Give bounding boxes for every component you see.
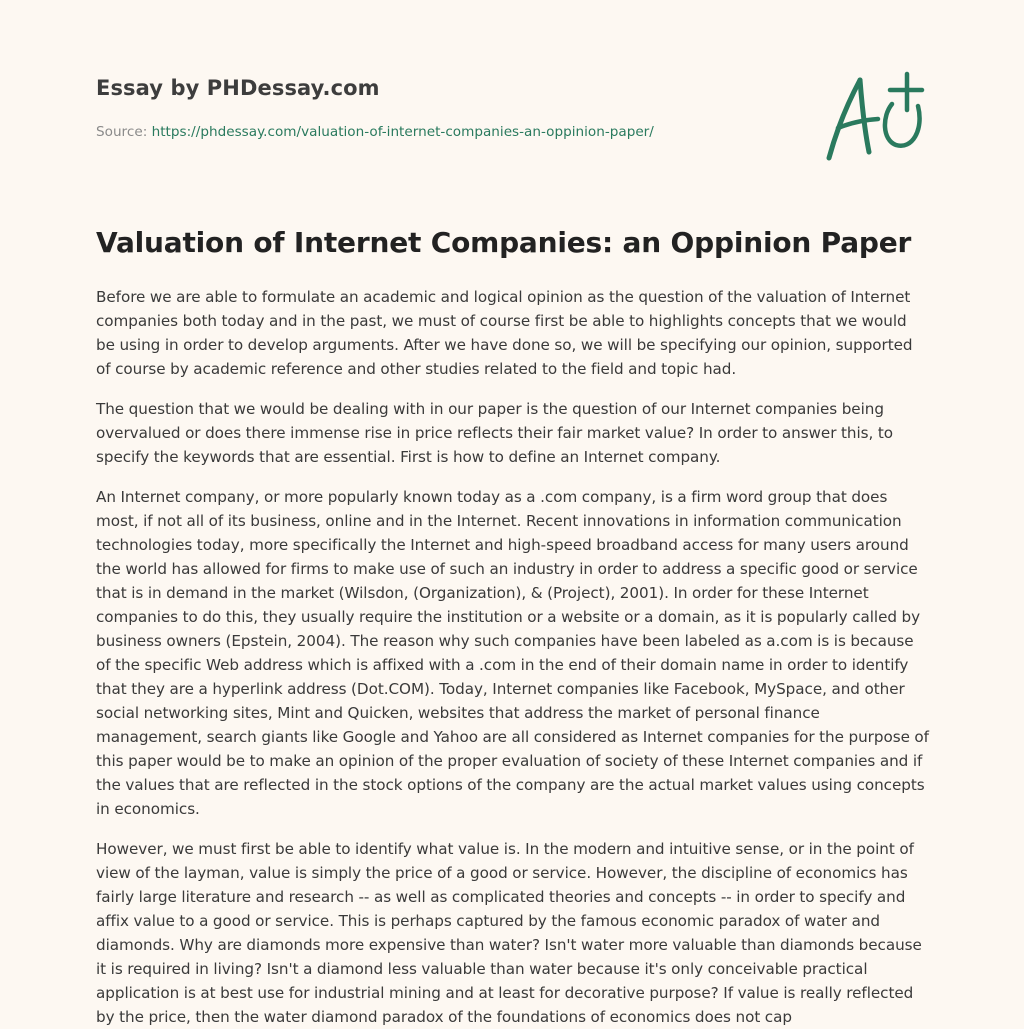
document-body [96,285,930,1026]
paragraph: However, we must first be able to identify what value is. In the modern and intuitive sense, or in the point of view of the layman, value is simply the price of a good or service. However, the discipline of economics has fairly large literature and research -- as well as complicated theories and concepts -- in order to specify and affix value to a good or service. This is perhaps captured by the famous economic paradox of water and diamonds. Why are diamonds more expensive than water? Isn't water more valuable than diamonds because it is required in living? Isn't a diamond less valuable than water because it's only conceivable practical application is at best use for industrial mining and at least for decorative purpose? If value is really reflected by the price, then the water diamond paradox of the foundations of economics does not cap [96,840,922,1026]
site-title: Essay by PHDessay.com [96,76,380,100]
paragraph: Before we are able to formulate an academic and logical opinion as the question of the valuation of Internet companies both today and in the past, we must of course first be able to highlights concepts that we would be using in order to develop arguments. After we have done so, we will be specifying our opinion, supported of course by academic reference and other studies related to the field and topic had. [96,288,913,378]
paragraph: An Internet company, or more popularly known today as a .com company, is a firm word group that does most, if not all of its business, online and in the Internet. Recent innovations in information communication technologies today, more specifically the Internet and high-speed broadband access for many users around the world has allowed for firms to make use of such an industry in order to address a specific good or service that is in demand in the market (Wilsdon, (Organization), & (Project), 2001). In order for these Internet companies to do this, they usually require the institution or a website or a domain, as it is popularly called by business owners (Epstein, 2004). The reason why such companies have been labeled as a.com is is because of the specific Web address which is affixed with a .com in the end of their domain name in order to identify that they are a hyperlink address (Dot.COM). Today, Internet companies like Facebook, MySpace, and other social networking sites, Mint and Quicken, websites that address the market of personal finance management, search giants like Google and Yahoo are all considered as Internet companies for the purpose of this paper would be to make an opinion of the proper evaluation of society of these Internet companies and if the values that are reflected in the stock options of the company are the actual market values using concepts in economics. [96,488,929,818]
source-link[interactable]: https://phdessay.com/valuation-of-internet-companies-an-oppinion-paper/ [151,124,654,140]
document-title: Valuation of Internet Companies: an Oppinion Paper [96,226,912,259]
paragraph: The question that we would be dealing with in our paper is the question of our Internet companies being overvalued or does there immense rise in price reflects their fair market value? In order to answer this, to specify the keywords that are essential. First is how to define an Internet company. [96,400,894,466]
source-label: Source: [96,124,148,140]
a-plus-logo-icon [818,66,930,166]
a-plus-logo [818,66,930,166]
source-line [96,124,654,140]
